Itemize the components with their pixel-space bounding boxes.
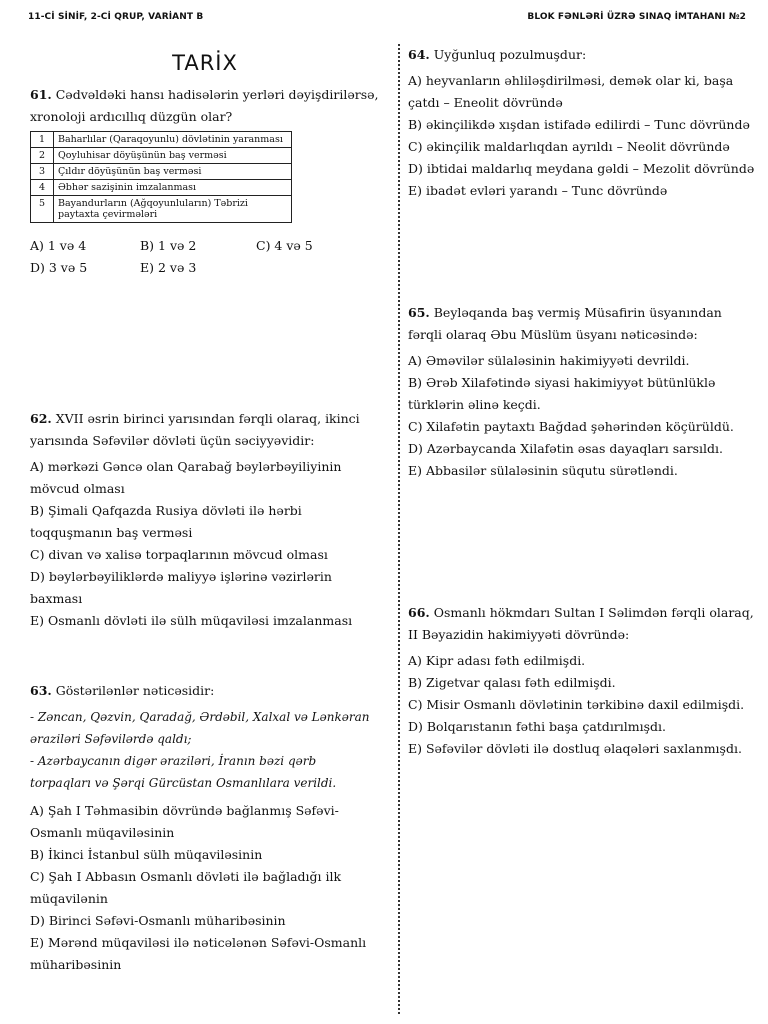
option-a[interactable]: A) heyvanların əhliləşdirilməsi, demək olar ki, başa çatdı – Eneolit dövründə (408, 73, 734, 110)
question-66-number: 66. (408, 605, 430, 620)
option-d[interactable]: D) Bolqarıstanın fəthi başa çatdırılmışdı. (408, 719, 667, 734)
option-b[interactable]: B) əkinçilikdə xışdan istifadə edilirdi – Tunc dövründə (408, 117, 750, 132)
table-cell-text: Əbhər sazişinin imzalanması (54, 180, 292, 196)
table-row (31, 148, 292, 164)
question-63-conditions (30, 706, 380, 794)
option-e[interactable]: E) Səfəvilər dövləti ilə dostluq əlaqələri saxlanmışdı. (408, 741, 742, 756)
table-cell-num: 2 (31, 148, 54, 164)
option-b[interactable]: B) Ərəb Xilafətində siyasi hakimiyyət bütünlüklə türklərin əlinə keçdi. (408, 375, 716, 412)
question-62-number: 62. (30, 411, 52, 426)
option-c[interactable]: C) 4 və 5 (256, 238, 313, 253)
option-d[interactable]: D) ibtidai maldarlıq meydana gəldi – Mezolit dövründə (408, 161, 755, 176)
question-64-number: 64. (408, 47, 430, 62)
option-b[interactable]: B) 1 və 2 (140, 238, 197, 253)
option-e[interactable]: E) 2 və 3 (140, 260, 197, 275)
table-cell-text: Baharlılar (Qaraqoyunlu) dövlətinin yaranması (54, 132, 292, 148)
option-e[interactable]: E) Abbasilər sülaləsinin süqutu sürətləndi. (408, 463, 678, 478)
table-row (31, 132, 292, 148)
option-a[interactable]: A) Əməvilər sülaləsinin hakimiyyəti devrildi. (408, 353, 690, 368)
question-64 (408, 44, 758, 202)
question-66-text (408, 602, 758, 646)
condition-item: - Zəncan, Qəzvin, Qaradağ, Ərdəbil, Xalxal və Lənkəran əraziləri Səfəvilərdə qaldı; (30, 710, 370, 746)
option-d[interactable]: D) 3 və 5 (30, 260, 88, 275)
table-row (31, 164, 292, 180)
question-61-options (30, 235, 380, 279)
question-61-stem: Cədvəldəki hansı hadisələrin yerləri dəyişdirilərsə, xronoloji ardıcıllıq düzgün olar? (30, 87, 379, 124)
question-61 (30, 84, 380, 279)
question-63-number: 63. (30, 683, 52, 698)
option-a[interactable]: A) Şah I Təhmasibin dövründə bağlanmış Səfəvi-Osmanlı müqaviləsinin (30, 803, 339, 840)
option-b[interactable]: B) Şimali Qafqazda Rusiya dövləti ilə hərbi toqquşmanın baş verməsi (30, 503, 302, 540)
header-right: BLOK FƏNLƏRİ ÜZRƏ SINAQ İMTAHANI №2 (527, 12, 746, 22)
question-63-options (30, 800, 380, 976)
question-62-stem: XVII əsrin birinci yarısından fərqli olaraq, ikinci yarısında Səfəvilər dövləti üçün səciyyəvidir: (30, 411, 360, 448)
option-c[interactable]: C) Şah I Abbasın Osmanlı dövləti ilə bağladığı ilk müqavilənin (30, 869, 342, 906)
option-a[interactable]: A) 1 və 4 (30, 238, 87, 253)
table-cell-text: Bayandurların (Ağqoyunluların) Təbrizi paytaxta çevirmələri (54, 196, 292, 223)
question-63 (30, 680, 380, 976)
option-d[interactable]: D) bəylərbəyiliklərdə maliyyə işlərinə vəzirlərin baxması (30, 569, 332, 606)
option-e[interactable]: E) Osmanlı dövləti ilə sülh müqaviləsi imzalanması (30, 613, 353, 628)
question-62-text (30, 408, 380, 452)
table-cell-text: Qoyluhisar döyüşünün baş verməsi (54, 148, 292, 164)
option-c[interactable]: C) Misir Osmanlı dövlətinin tərkibinə daxil edilmişdi. (408, 697, 745, 712)
question-61-text (30, 84, 380, 128)
option-d[interactable]: D) Azərbaycanda Xilafətin əsas dayaqları sarsıldı. (408, 441, 723, 456)
subject-title: TARİX (172, 51, 238, 75)
question-65-options (408, 350, 758, 482)
option-d[interactable]: D) Birinci Səfəvi-Osmanlı müharibəsinin (30, 913, 286, 928)
column-divider (398, 44, 400, 1014)
option-a[interactable]: A) Kipr adası fəth edilmişdi. (408, 653, 586, 668)
option-c[interactable]: C) əkinçilik maldarlıqdan ayrıldı – Neolit dövründə (408, 139, 730, 154)
option-c[interactable]: C) Xilafətin paytaxtı Bağdad şəhərindən köçürüldü. (408, 419, 734, 434)
table-cell-text: Çıldır döyüşünün baş verməsi (54, 164, 292, 180)
question-64-text (408, 44, 758, 66)
question-65-stem: Beyləqanda baş vermiş Müsafirin üsyanından fərqli olaraq Əbu Müslüm üsyanı nəticəsində: (408, 305, 722, 342)
question-66-options (408, 650, 758, 760)
option-b[interactable]: B) İkinci İstanbul sülh müqaviləsinin (30, 847, 263, 862)
table-cell-num: 3 (31, 164, 54, 180)
question-63-text (30, 680, 380, 702)
question-65-number: 65. (408, 305, 430, 320)
question-62 (30, 408, 380, 632)
option-e[interactable]: E) ibadət evləri yarandı – Tunc dövründə (408, 183, 668, 198)
question-66 (408, 602, 758, 760)
question-65-text (408, 302, 758, 346)
events-table (30, 131, 292, 223)
condition-item: - Azərbaycanın digər əraziləri, İranın bəzi qərb torpaqları və Şərqi Gürcüstan Osmanlılara verildi. (30, 754, 337, 790)
option-a[interactable]: A) mərkəzi Gəncə olan Qarabağ bəylərbəyiliyinin mövcud olması (30, 459, 342, 496)
table-row (31, 196, 292, 223)
question-64-options (408, 70, 758, 202)
table-cell-num: 4 (31, 180, 54, 196)
option-c[interactable]: C) divan və xalisə torpaqlarının mövcud olması (30, 547, 328, 562)
table-cell-num: 1 (31, 132, 54, 148)
left-column (30, 48, 380, 972)
question-64-stem: Uyğunluq pozulmuşdur: (433, 47, 587, 62)
table-row (31, 180, 292, 196)
question-63-stem: Göstərilənlər nəticəsidir: (55, 683, 215, 698)
question-61-number: 61. (30, 87, 52, 102)
header-left: 11-Cİ SİNİF, 2-Cİ QRUP, VARİANT B (28, 12, 204, 22)
question-65 (408, 302, 758, 482)
option-b[interactable]: B) Zigetvar qalası fəth edilmişdi. (408, 675, 616, 690)
option-e[interactable]: E) Mərənd müqaviləsi ilə nəticələnən Səfəvi-Osmanlı müharibəsinin (30, 935, 367, 972)
question-62-options (30, 456, 380, 632)
table-cell-num: 5 (31, 196, 54, 223)
question-66-stem: Osmanlı hökmdarı Sultan I Səlimdən fərqli olaraq, II Bəyazidin hakimiyyəti dövründə: (408, 605, 754, 642)
